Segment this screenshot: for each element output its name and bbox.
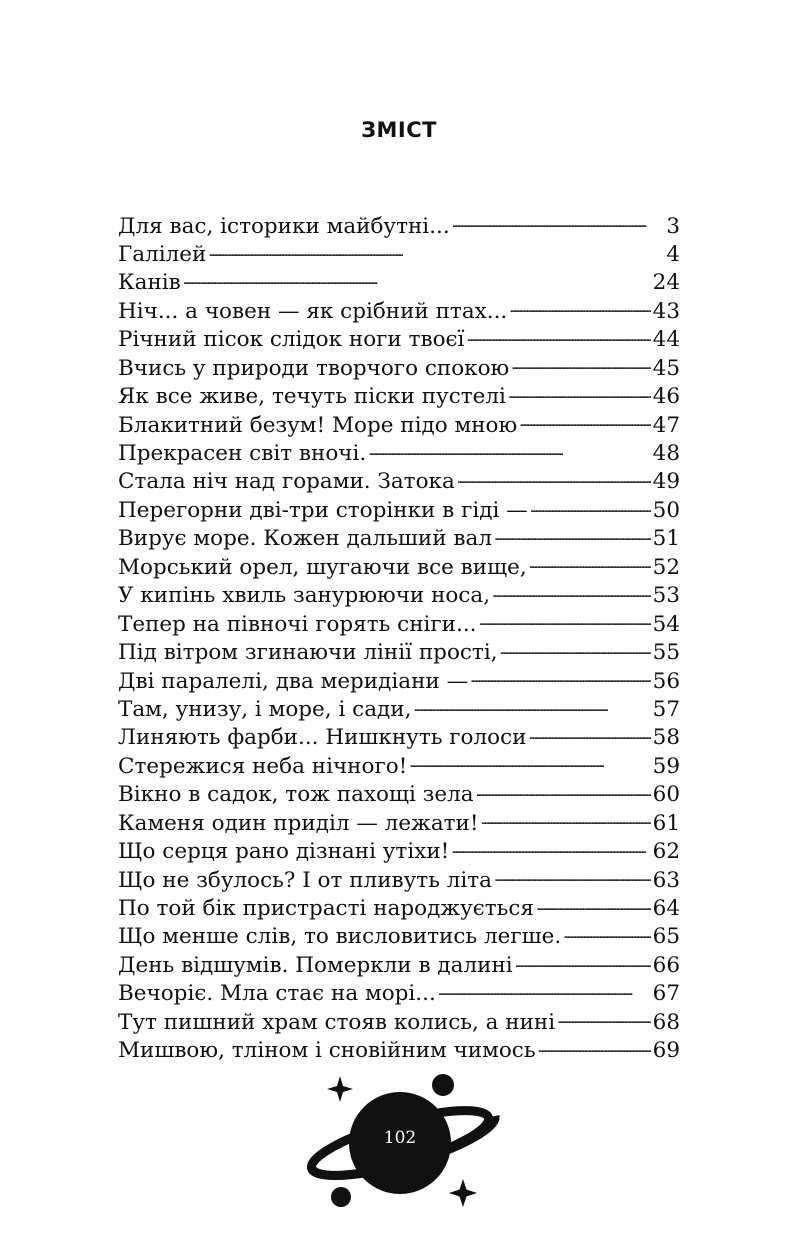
- toc-entry-page: 66: [652, 952, 680, 978]
- toc-entry-title: Тут пишний храм стояв колись, а нині: [118, 1009, 556, 1035]
- toc-leader-dots: [528, 723, 650, 745]
- page-number: 102: [383, 1128, 417, 1148]
- toc-entry-title: Канів: [118, 270, 181, 296]
- toc-entry: [118, 1036, 680, 1064]
- toc-entry: [118, 780, 680, 808]
- toc-leader-dots: [452, 211, 665, 233]
- toc-entry: [118, 239, 680, 267]
- toc-entry-page: 58: [652, 725, 680, 751]
- toc-entry-title: Тепер на півночі горять сніги...: [118, 611, 477, 637]
- toc-entry-title: Каменя один приділ — лежати!: [118, 810, 479, 836]
- toc-entry: [118, 495, 680, 523]
- toc-entry-title: Морський орел, шугаючи все вище,: [118, 554, 527, 580]
- toc-entry: [118, 694, 680, 722]
- toc-leader-dots: [538, 1036, 651, 1058]
- toc-entry-title: Дві паралелі, два меридіани —: [118, 668, 469, 694]
- toc-entry: [118, 410, 680, 438]
- toc-leader-dots: [457, 467, 651, 489]
- toc-leader-dots: [494, 524, 651, 546]
- toc-entry-title: Блакитний безум! Море підо мною: [118, 412, 518, 438]
- toc-entry-page: 57: [652, 696, 680, 722]
- toc-leader-dots: [466, 325, 650, 347]
- page-title: ЗМІСТ: [361, 118, 437, 142]
- toc-entry: [118, 638, 680, 666]
- toc-entry-title: Галілей: [118, 241, 207, 267]
- toc-leader-dots: [451, 837, 650, 859]
- toc-entry-page: 67: [652, 981, 680, 1007]
- toc-entry-page: 3: [666, 213, 680, 239]
- toc-entry: [118, 609, 680, 637]
- toc-entry-title: Прекрасен світ вночі.: [118, 441, 367, 466]
- toc-entry-title: У кипінь хвиль занурюючи носа,: [118, 583, 491, 609]
- toc-entry: [118, 723, 680, 751]
- toc-entry-title: Ніч... а човен — як срібний птах...: [118, 298, 508, 324]
- toc-entry-title: День відшумів. Померкли в далині: [118, 952, 513, 978]
- toc-entry: [118, 467, 680, 495]
- toc-entry-title: Вечоріє. Мла стає на морі...: [118, 981, 436, 1007]
- toc-entry: [118, 666, 680, 694]
- toc-entry-title: Що серця рано дізнані утіхи!: [118, 839, 450, 865]
- toc-entry-page: 55: [652, 640, 680, 666]
- toc-entry: [118, 950, 680, 978]
- toc-leader-dots: [557, 1007, 651, 1029]
- toc-leader-dots: [183, 268, 651, 290]
- toc-entry-title: Стережися неба нічного!: [118, 753, 408, 779]
- toc-entry-page: 4: [666, 241, 680, 267]
- toc-entry-page: 60: [652, 782, 680, 808]
- toc-leader-dots: [208, 239, 664, 261]
- toc-entry: [118, 524, 680, 552]
- toc-entry-page: 45: [652, 355, 680, 381]
- toc-entry-title: Під вітром згинаючи лінії прості,: [118, 640, 498, 666]
- toc-entry: [118, 296, 680, 324]
- toc-entry: [118, 268, 680, 296]
- toc-entry: [118, 325, 680, 353]
- toc-entry: [118, 1007, 680, 1035]
- toc-leader-dots: [494, 865, 651, 887]
- toc-entry: [118, 353, 680, 381]
- toc-leader-dots: [368, 439, 650, 461]
- toc-entry: [118, 439, 680, 467]
- toc-entry: [118, 211, 680, 239]
- toc-leader-dots: [563, 922, 650, 944]
- toc-entry-page: 62: [652, 839, 680, 865]
- toc-leader-dots: [515, 950, 651, 972]
- toc-entry-title: По той бік пристрасті народжується: [118, 896, 534, 921]
- toc-leader-dots: [438, 979, 651, 1001]
- sparkle-icon: [449, 1179, 477, 1207]
- toc-entry-page: 50: [652, 497, 680, 523]
- toc-entry: [118, 922, 680, 950]
- toc-entry-title: Що менше слів, то висловитись легше.: [118, 924, 562, 950]
- toc-entry-page: 64: [652, 896, 680, 921]
- toc-leader-dots: [413, 694, 650, 716]
- toc-leader-dots: [529, 552, 651, 574]
- toc-entry-page: 54: [652, 611, 680, 637]
- toc-entry-title: Для вас, історики майбутні...: [118, 213, 450, 239]
- toc-entry: [118, 979, 680, 1007]
- toc-entry-title: Там, унизу, і море, і сади,: [118, 696, 412, 722]
- toc-entry-page: 48: [652, 441, 680, 466]
- toc-entry: [118, 894, 680, 922]
- toc-entry-title: Річний пісок слідок ноги твоєї: [118, 327, 465, 353]
- toc-leader-dots: [500, 638, 651, 660]
- toc-entry: [118, 837, 680, 865]
- toc-entry-title: Вирує море. Кожен дальший вал: [118, 526, 492, 552]
- toc-entry-title: Стала ніч над горами. Затока: [118, 469, 455, 495]
- toc-entry-title: Вікно в садок, тож пахощі зела: [118, 782, 474, 808]
- toc-entry-title: Що не збулось? І от пливуть літа: [118, 867, 492, 893]
- toc-entry-page: 44: [652, 327, 680, 353]
- toc-leader-dots: [479, 609, 651, 631]
- toc-entry-page: 43: [652, 298, 680, 324]
- toc-leader-dots: [508, 382, 651, 404]
- toc-leader-dots: [409, 751, 650, 773]
- toc-entry-page: 53: [652, 583, 680, 609]
- toc-entry-page: 47: [652, 412, 680, 438]
- toc-entry-page: 68: [652, 1009, 680, 1035]
- toc-leader-dots: [519, 410, 650, 432]
- toc-leader-dots: [536, 894, 651, 916]
- toc-entry-page: 46: [652, 384, 680, 410]
- toc-leader-dots: [530, 495, 651, 517]
- toc-entry: [118, 552, 680, 580]
- toc-entry: [118, 808, 680, 836]
- toc-entry-title: Як все живе, течуть піски пустелі: [118, 384, 506, 410]
- toc-entry-page: 51: [652, 526, 680, 552]
- toc-entry-title: Вчись у природи творчого спокою: [118, 355, 510, 381]
- toc-entry-page: 63: [652, 867, 680, 893]
- toc-leader-dots: [481, 808, 651, 830]
- toc-entry: [118, 581, 680, 609]
- toc-leader-dots: [476, 780, 651, 802]
- toc-entry-page: 61: [652, 810, 680, 836]
- toc-entry-page: 24: [652, 270, 680, 296]
- toc-leader-dots: [511, 353, 650, 375]
- toc-leader-dots: [492, 581, 651, 603]
- moon-icon: [331, 1187, 351, 1207]
- toc-entry: [118, 382, 680, 410]
- toc-entry-title: Перегорни дві-три сторінки в гіді —: [118, 497, 528, 523]
- moon-icon: [432, 1074, 454, 1096]
- toc-entry-title: Мишвою, тліном і сновійним чимось: [118, 1038, 536, 1064]
- toc-entry-page: 49: [652, 469, 680, 495]
- toc-entry-page: 65: [652, 924, 680, 950]
- sparkle-icon: [327, 1076, 353, 1102]
- toc-leader-dots: [470, 666, 651, 688]
- toc-leader-dots: [509, 296, 650, 318]
- toc-entry: [118, 865, 680, 893]
- toc-entry-title: Линяють фарби... Нишкнуть голоси: [118, 725, 527, 751]
- toc-entry-page: 52: [652, 554, 680, 580]
- toc-entry-page: 69: [652, 1038, 680, 1064]
- toc-entry-page: 59: [652, 753, 680, 779]
- toc-entry: [118, 751, 680, 779]
- table-of-contents: [118, 211, 680, 1064]
- toc-entry-page: 56: [652, 668, 680, 694]
